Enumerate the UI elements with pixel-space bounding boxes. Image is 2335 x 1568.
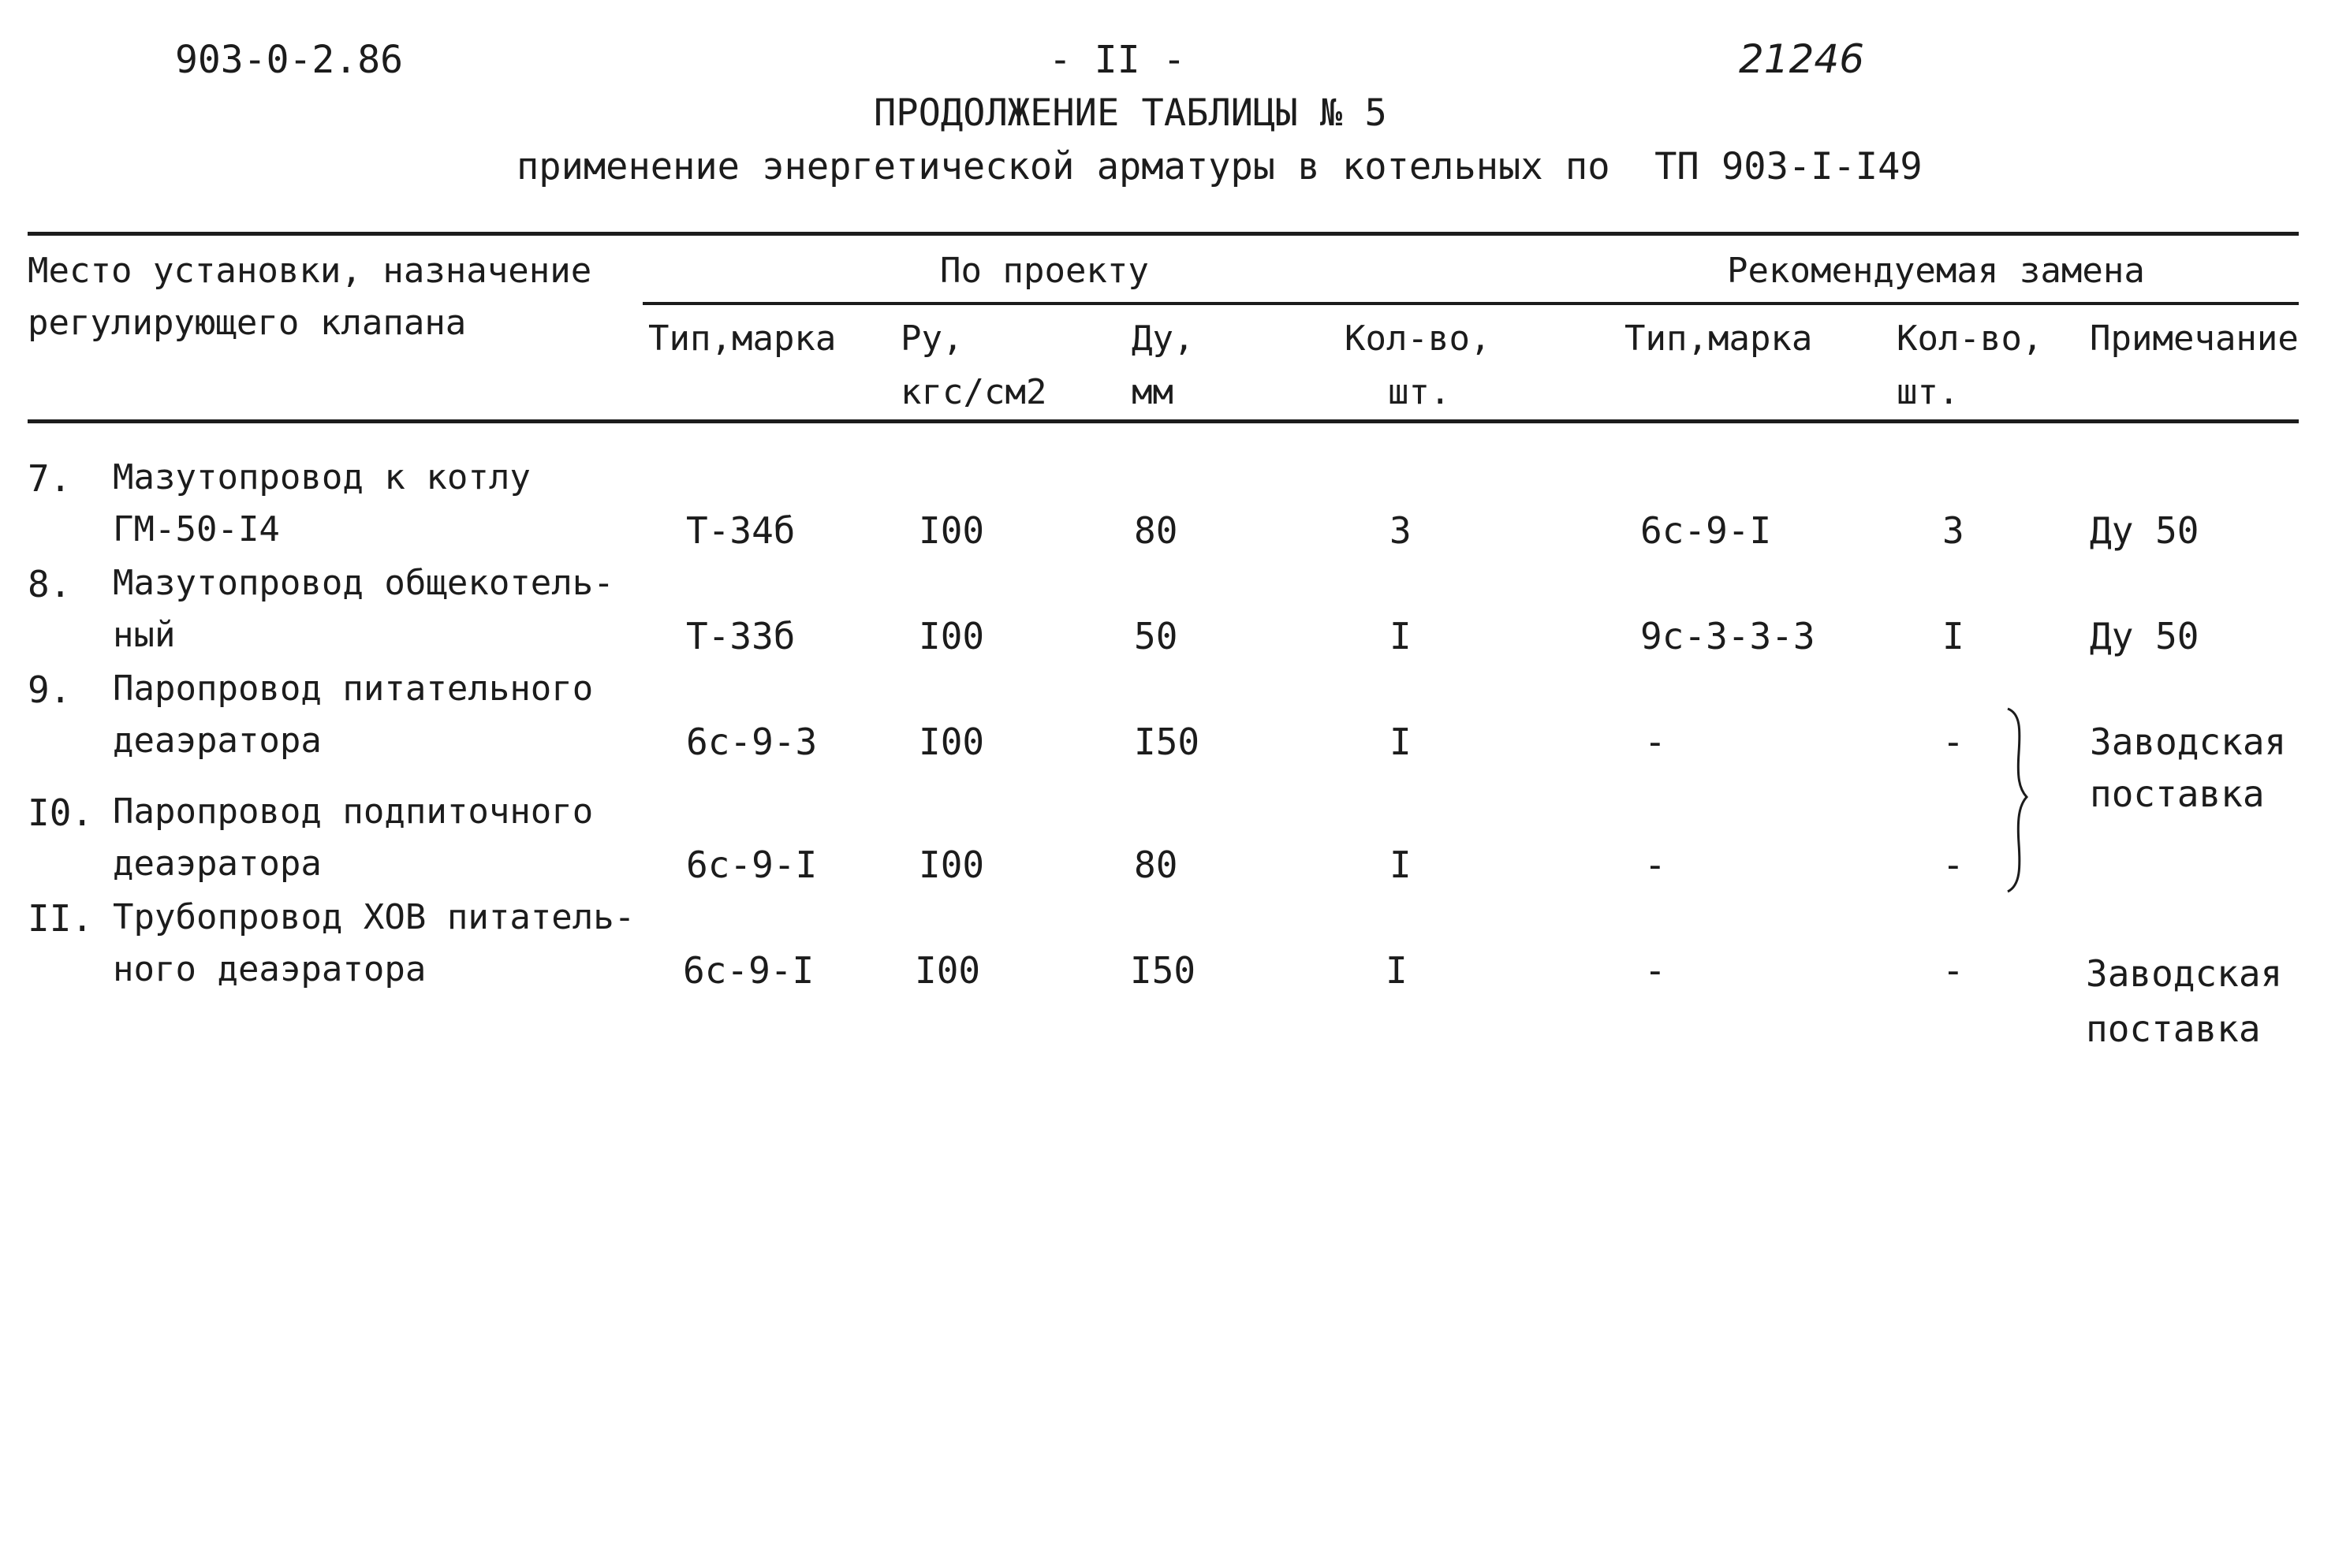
row-replacement-quantity: - — [1942, 949, 1964, 992]
row-quantity: I — [1389, 721, 1412, 763]
header-place-line2: регулирующего клапана — [28, 303, 467, 343]
row-type: Т-33б — [686, 615, 796, 657]
row-place-line2: ного деаэратора — [113, 949, 427, 989]
row-replacement-type: - — [1644, 721, 1666, 763]
row-quantity: I — [1389, 615, 1412, 657]
row-place-line1: Мазутопровод общекотель- — [113, 563, 614, 603]
row-diameter: I50 — [1134, 721, 1200, 763]
row-type: Т-34б — [686, 509, 796, 552]
header-by-project: По проекту — [940, 251, 1149, 291]
row-type: 6с-9-I — [686, 844, 818, 886]
row-type: 6с-9-3 — [686, 721, 818, 763]
page-number: - II - — [1049, 38, 1186, 82]
inventory-number: 21246 — [1739, 36, 1865, 82]
header-pressure-line1: Ру, — [901, 318, 964, 359]
table-title: ПРОДОЛЖЕНИЕ ТАБЛИЦЫ № 5 — [874, 91, 1387, 135]
row-pressure: I00 — [919, 615, 985, 657]
row-number: 8. — [28, 563, 72, 605]
row-quantity: 3 — [1389, 509, 1412, 552]
row-replacement-quantity: 3 — [1942, 509, 1964, 552]
row-place-line2: ный — [113, 615, 176, 655]
row-number: I0. — [28, 791, 94, 834]
row-pressure: I00 — [919, 509, 985, 552]
row-note-line1: Заводская — [2090, 721, 2287, 763]
row-number: 9. — [28, 669, 72, 711]
header-bottom-rule — [28, 419, 2299, 423]
row-place-line2: ГМ-50-I4 — [113, 509, 280, 549]
row-replacement-quantity: - — [1942, 844, 1964, 886]
table-top-rule — [28, 232, 2299, 236]
row-replacement-type: 9с-3-3-3 — [1640, 615, 1815, 657]
header-replacement-quantity-line1: Кол-во, — [1897, 318, 2043, 359]
row-replacement-type: - — [1644, 949, 1666, 992]
header-note: Примечание — [2090, 318, 2299, 359]
row-replacement-quantity: I — [1942, 615, 1964, 657]
row-quantity: I — [1389, 844, 1412, 886]
row-note-line1: Заводская — [2086, 952, 2283, 995]
row-place-line1: Мазутопровод к котлу — [113, 457, 531, 497]
row-place-line1: Паропровод подпиточного — [113, 791, 594, 832]
header-quantity-line1: Кол-во, — [1345, 318, 1491, 359]
row-diameter: 80 — [1134, 509, 1178, 552]
row-place-line1: Трубопровод ХОВ питатель- — [113, 897, 636, 937]
row-diameter: 50 — [1134, 615, 1178, 657]
row-pressure: I00 — [919, 844, 985, 886]
row-note-line2: поставка — [2090, 773, 2265, 815]
row-number: II. — [28, 897, 94, 940]
row-pressure: I00 — [919, 721, 985, 763]
header-type: Тип,марка — [648, 318, 837, 359]
header-recommended-replacement: Рекомендуемая замена — [1727, 251, 2145, 291]
table-subtitle: применение энергетической арматуры в котельных по ТП 903-I-I49 — [517, 145, 1923, 188]
header-replacement-type: Тип,марка — [1624, 318, 1813, 359]
row-replacement-type: - — [1644, 844, 1666, 886]
row-diameter: 80 — [1134, 844, 1178, 886]
row-place-line1: Паропровод питательного — [113, 669, 594, 709]
row-place-line2: деаэратора — [113, 721, 322, 761]
row-note: Ду 50 — [2090, 509, 2199, 552]
header-replacement-quantity-line2: шт. — [1897, 372, 1960, 412]
row-pressure: I00 — [915, 949, 981, 992]
header-quantity-line2: шт. — [1388, 372, 1451, 412]
row-replacement-quantity: - — [1942, 721, 1964, 763]
header-place-line1: Место установки, назначение — [28, 251, 592, 291]
row-replacement-type: 6с-9-I — [1640, 509, 1772, 552]
header-diameter-line1: Ду, — [1132, 318, 1195, 359]
row-note-line2: поставка — [2086, 1007, 2261, 1050]
header-pressure-line2: кгс/см2 — [901, 372, 1047, 412]
header-diameter-line2: мм — [1132, 372, 1173, 412]
row-quantity: I — [1386, 949, 1408, 992]
row-diameter: I50 — [1130, 949, 1196, 992]
row-number: 7. — [28, 457, 72, 500]
group-header-rule — [643, 302, 2299, 305]
row-type: 6с-9-I — [683, 949, 815, 992]
row-note: Ду 50 — [2090, 615, 2199, 657]
grouping-brace — [2003, 706, 2035, 895]
document-code: 903-0-2.86 — [175, 38, 403, 82]
row-place-line2: деаэратора — [113, 844, 322, 884]
